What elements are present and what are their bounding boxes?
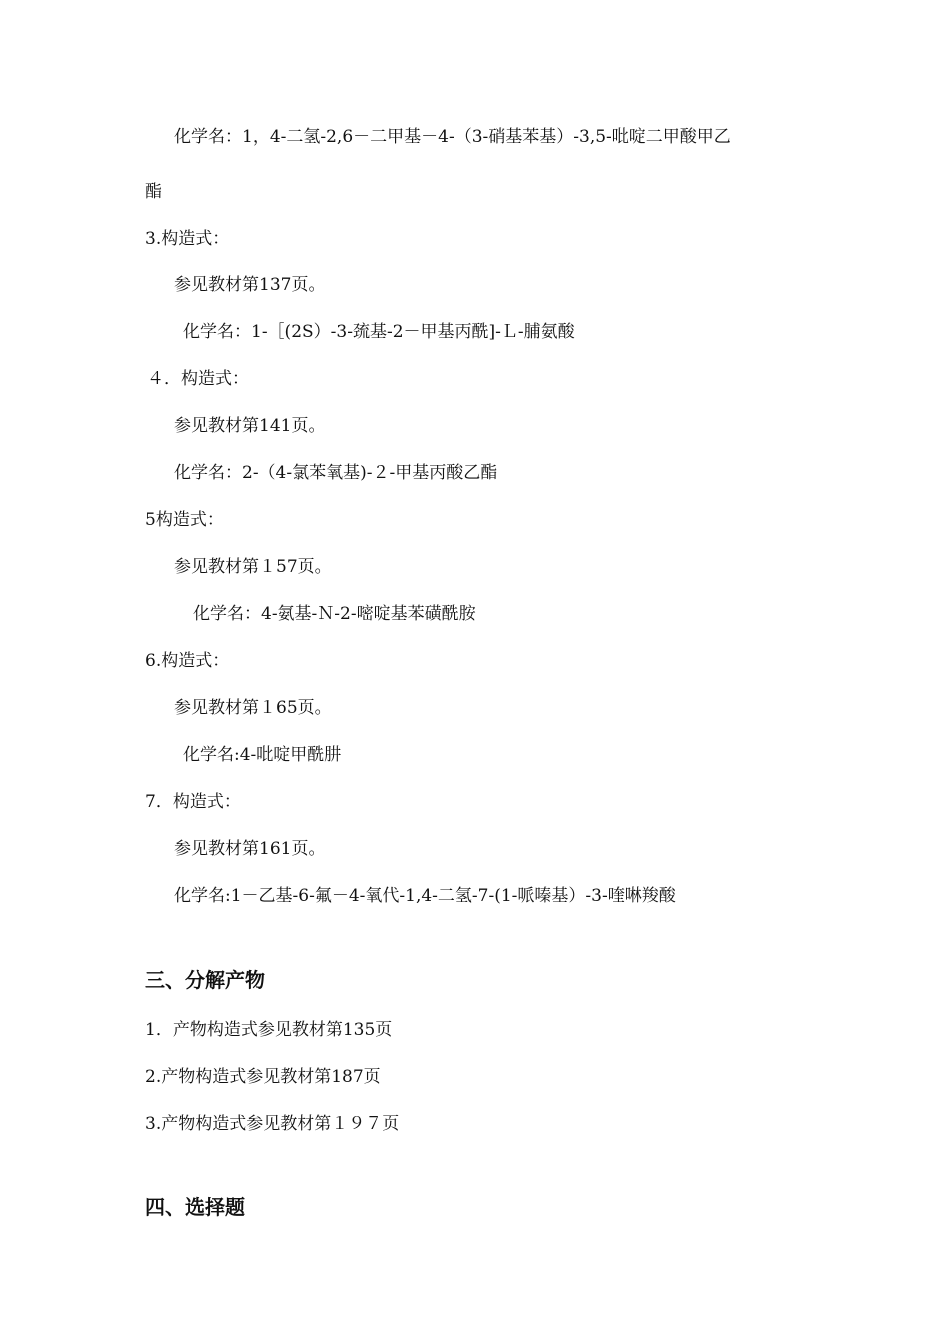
item3-reference: 参见教材第137页。 — [174, 275, 326, 295]
item6-chem-name: 化学名:4-吡啶甲酰肼 — [183, 745, 342, 765]
item4-reference: 参见教材第141页。 — [174, 416, 326, 436]
item3-structure-label: 3.构造式： — [145, 229, 230, 249]
item6-structure-label: 6.构造式： — [145, 651, 230, 671]
item4-chem-name: 化学名：2-（4-氯苯氧基)-２-甲基丙酸乙酯 — [174, 463, 498, 483]
chem-name-item2-line1: 化学名：1，4-二氢-2,6－二甲基－4-（3-硝基苯基）-3,5-吡啶二甲酸甲乙 — [174, 127, 731, 147]
section3-item1: 1．产物构造式参见教材第135页 — [145, 1020, 393, 1040]
section4-heading: 四、选择题 — [145, 1195, 245, 1219]
item5-chem-name: 化学名：4-氨基-Ｎ-2-嘧啶基苯磺酰胺 — [193, 604, 476, 624]
section3-heading: 三、分解产物 — [145, 968, 265, 992]
item4-structure-label: ４．构造式： — [147, 369, 249, 389]
item3-chem-name: 化学名：1-［(2S）-3-巯基-2－甲基丙酰]-Ｌ-脯氨酸 — [183, 322, 575, 342]
item6-reference: 参见教材第１65页。 — [174, 698, 332, 718]
section3-item2: 2.产物构造式参见教材第187页 — [145, 1067, 381, 1087]
section3-item3: 3.产物构造式参见教材第１９７页 — [145, 1114, 400, 1134]
item5-reference: 参见教材第１57页。 — [174, 557, 332, 577]
item7-structure-label: 7．构造式： — [145, 792, 241, 812]
chem-name-item2-line2: 酯 — [145, 182, 162, 202]
item7-reference: 参见教材第161页。 — [174, 839, 326, 859]
item7-chem-name: 化学名:1－乙基-6-氟－4-氧代-1,4-二氢-7-(1-哌嗪基）-3-喹啉羧酸 — [174, 886, 676, 906]
item5-structure-label: 5构造式： — [145, 510, 224, 530]
